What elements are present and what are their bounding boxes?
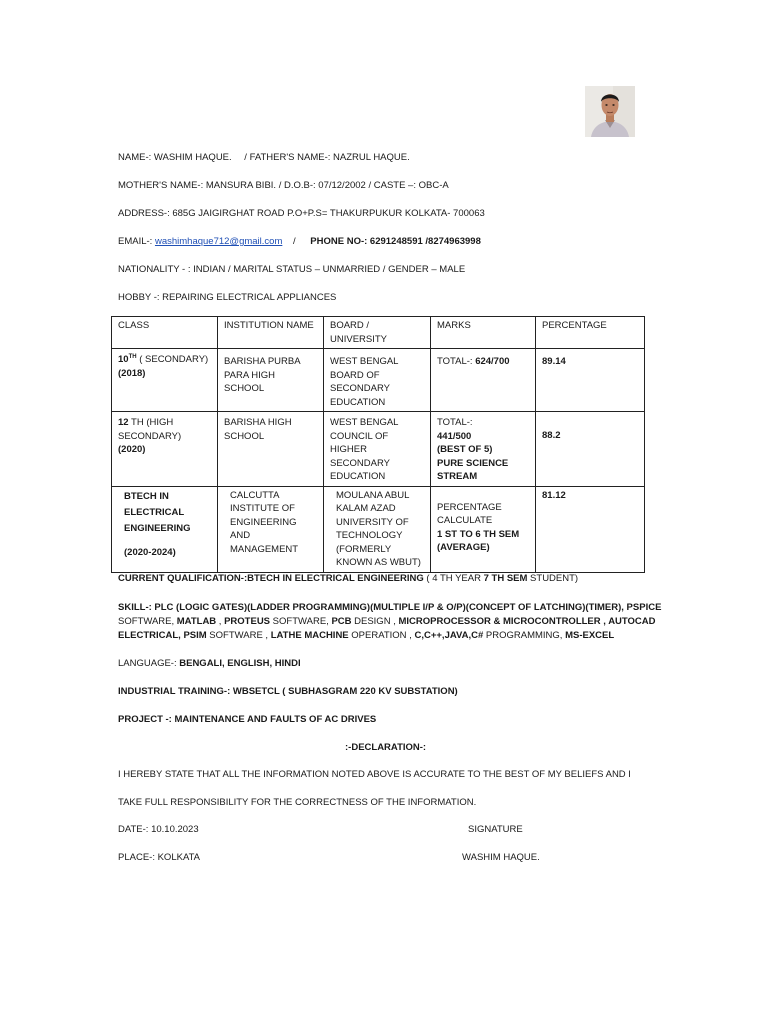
name-value: WASHIM HAQUE. xyxy=(153,152,232,163)
class-cell: 12 TH (HIGH SECONDARY) (2020) xyxy=(112,412,218,487)
profile-photo xyxy=(585,86,635,137)
header-marks: MARKS xyxy=(431,317,536,349)
institution-cell: CALCUTTA INSTITUTE OF ENGINEERING AND MANAGEMENT xyxy=(218,486,324,572)
signature-label: SIGNATURE xyxy=(468,824,523,835)
current-qualification: CURRENT QUALIFICATION-:BTECH IN ELECTRICAL ENGINEERING ( 4 TH YEAR 7 TH SEM STUDENT) xyxy=(118,573,579,584)
table-row xyxy=(112,486,645,572)
contact-line xyxy=(118,236,481,247)
class-cell: BTECH IN ELECTRICAL ENGINEERING (2020-2024) xyxy=(112,486,218,572)
name-label: NAME-: xyxy=(118,152,152,163)
board-cell: WEST BENGAL BOARD OF SECONDARY EDUCATION xyxy=(324,349,431,412)
declaration-line-1: I HEREBY STATE THAT ALL THE INFORMATION NOTED ABOVE IS ACCURATE TO THE BEST OF MY BELIEFS AND I xyxy=(118,769,631,780)
address-line: ADDRESS-: 685G JAIGIRGHAT ROAD P.O+P.S= THAKURPUKUR KOLKATA- 700063 xyxy=(118,208,485,219)
marks-cell: PERCENTAGE CALCULATE 1 ST TO 6 TH SEM (AVERAGE) xyxy=(431,486,536,572)
institution-cell: BARISHA HIGH SCHOOL xyxy=(218,412,324,487)
hobby-line: HOBBY -: REPAIRING ELECTRICAL APPLIANCES xyxy=(118,292,337,303)
percentage-cell: 89.14 xyxy=(536,349,645,412)
mother-dob-caste-line: MOTHER'S NAME-: MANSURA BIBI. / D.O.B-: 07/12/2002 / CASTE –: OBC-A xyxy=(118,180,449,191)
name-line xyxy=(118,152,410,163)
table-row xyxy=(112,349,645,412)
declaration-line-2: TAKE FULL RESPONSIBILITY FOR THE CORRECTNESS OF THE INFORMATION. xyxy=(118,797,477,808)
header-percentage: PERCENTAGE xyxy=(536,317,645,349)
institution-cell: BARISHA PURBA PARA HIGH SCHOOL xyxy=(218,349,324,412)
contact-separator: / xyxy=(293,236,296,247)
percentage-cell: 81.12 xyxy=(536,486,645,572)
education-table xyxy=(111,316,645,573)
phone-numbers: PHONE NO-: 6291248591 /8274963998 xyxy=(310,236,481,247)
table-header-row xyxy=(112,317,645,349)
percentage-cell: 88.2 xyxy=(536,412,645,487)
declaration-title: :-DECLARATION-: xyxy=(345,742,427,753)
class-cell: 10TH ( SECONDARY) (2018) xyxy=(112,349,218,412)
project-line: PROJECT -: MAINTENANCE AND FAULTS OF AC DRIVES xyxy=(118,714,377,725)
email-link[interactable]: washimhaque712@gmail.com xyxy=(154,236,283,247)
header-institution: INSTITUTION NAME xyxy=(218,317,324,349)
skills-line-1: SKILL-: PLC (LOGIC GATES)(LADDER PROGRAMMING)(MULTIPLE I/P & O/P)(CONCEPT OF LATCHING)(TIMER), PSPICE xyxy=(118,602,662,613)
table-row xyxy=(112,412,645,487)
industrial-training: INDUSTRIAL TRAINING-: WBSETCL ( SUBHASGRAM 220 KV SUBSTATION) xyxy=(118,686,458,697)
header-board: BOARD / UNIVERSITY xyxy=(324,317,431,349)
board-cell: WEST BENGAL COUNCIL OF HIGHER SECONDARY EDUCATION xyxy=(324,412,431,487)
date-line: DATE-: 10.10.2023 xyxy=(118,824,199,835)
language-line: LANGUAGE-: BENGALI, ENGLISH, HINDI xyxy=(118,658,301,669)
place-line: PLACE-: KOLKATA xyxy=(118,852,201,863)
header-class: CLASS xyxy=(112,317,218,349)
board-cell: MOULANA ABUL KALAM AZAD UNIVERSITY OF TECHNOLOGY (FORMERLY KNOWN AS WBUT) xyxy=(324,486,431,572)
email-label: EMAIL-: xyxy=(118,236,155,247)
skills-line-2: SOFTWARE, MATLAB , PROTEUS SOFTWARE, PCB DESIGN , MICROPROCESSOR & MICROCONTROLLER , AUTOCAD xyxy=(118,616,656,627)
skills-line-3: ELECTRICAL, PSIM SOFTWARE , LATHE MACHINE OPERATION , C,C++,JAVA,C# PROGRAMMING, MS-EXCEL xyxy=(118,630,615,641)
marks-cell: TOTAL-: 441/500 (BEST OF 5) PURE SCIENCE STREAM xyxy=(431,412,536,487)
marks-cell: TOTAL-: 624/700 xyxy=(431,349,536,412)
father-name: / FATHER'S NAME-: NAZRUL HAQUE. xyxy=(244,152,410,163)
signer-name: WASHIM HAQUE. xyxy=(462,852,540,863)
nationality-line: NATIONALITY - : INDIAN / MARITAL STATUS – UNMARRIED / GENDER – MALE xyxy=(118,264,466,275)
